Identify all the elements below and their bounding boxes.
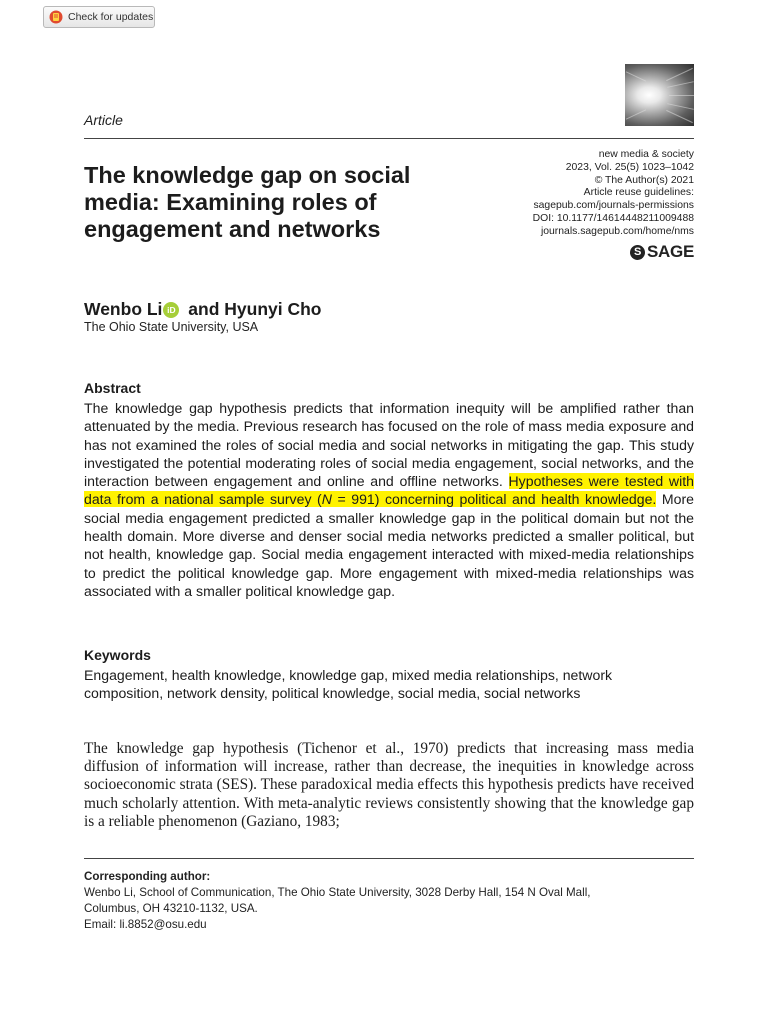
- copyright-notice: © The Author(s) 2021: [594, 174, 694, 186]
- journal-home-link[interactable]: journals.sagepub.com/home/nms: [540, 225, 694, 237]
- footer-divider: [84, 858, 694, 859]
- email-link[interactable]: li.8852@osu.edu: [119, 918, 207, 931]
- highlight-n-symbol: N: [321, 491, 332, 508]
- crossmark-icon: [49, 10, 63, 24]
- abstract-text: [84, 399, 694, 600]
- address-line-1: Wenbo Li, School of Communication, The Ohio State University, 3028 Derby Hall, 154 N Oval Mall,: [84, 886, 591, 899]
- reuse-guidelines-label: Article reuse guidelines:: [583, 187, 694, 199]
- email-label: Email:: [84, 918, 120, 931]
- author-name-first[interactable]: Wenbo Li: [84, 299, 163, 319]
- journal-volume: 2023, Vol. 25(5) 1023–1042: [565, 161, 694, 173]
- keywords-heading: Keywords: [84, 647, 151, 663]
- header-divider: [84, 138, 694, 139]
- check-for-updates-button[interactable]: [43, 6, 155, 28]
- address-line-2: Columbus, OH 43210-1132, USA.: [84, 902, 258, 915]
- publisher-logo: [630, 242, 694, 262]
- check-for-updates-label: Check for updates: [68, 11, 154, 23]
- body-paragraph: The knowledge gap hypothesis (Tichenor et al., 1970) predicts that increasing mass media diffusion of information will increase, rather than decrease, the inequities in knowledge across socioeconomic strata (SES). These paradoxical media effects this hypothesis predicts have received much scholarly attention. With meta-analytic reviews consistently showing that the knowledge gap is a reliable phenomenon (Gaziano, 1983;: [84, 740, 694, 830]
- author-affiliation: The Ohio State University, USA: [84, 320, 259, 334]
- keywords-text: Engagement, health knowledge, knowledge gap, mixed media relationships, network composition, network density, political knowledge, social media, social networks: [84, 667, 613, 702]
- author-line: [84, 299, 321, 320]
- abstract-text-before: The knowledge gap hypothesis predicts that information inequity will be amplified rather than attenuated by the media. Previous research has focused on the role of mass media exposure and has not examined the roles of social media and social networks in mitigating the gap. This study investigated the potential moderating roles of social media engagement, social networks, and the interaction between engagement and online and offline networks.: [84, 400, 694, 490]
- journal-name: new media & society: [598, 149, 694, 160]
- abstract-heading: Abstract: [84, 380, 141, 396]
- highlight-part-a: Hypotheses were tested with data from a national sample survey (: [84, 473, 694, 508]
- author-name-rest: and Hyunyi Cho: [183, 299, 322, 319]
- email-line: [84, 917, 694, 933]
- doi[interactable]: DOI: 10.1177/14614448211009488: [532, 212, 694, 224]
- journal-metadata: [434, 149, 694, 239]
- orcid-icon[interactable]: iD: [163, 302, 179, 318]
- article-title: The knowledge gap on social media: Examining roles of engagement and networks: [84, 162, 411, 242]
- highlight-part-b: = 991) concerning political and health knowledge.: [331, 491, 657, 508]
- abstract-text-after: More social media engagement predicted a smaller knowledge gap in the political domain but not the health domain. More diverse and denser social media networks predicted a smaller political, but not health, knowledge gap. Social media engagement interacted with mixed-media relationships to predict the political knowledge gap. More engagement with mixed-media relationships was associated with a smaller political knowledge gap.: [84, 491, 694, 599]
- publisher-name: SAGE: [647, 242, 694, 261]
- sage-logo-icon: S: [630, 245, 645, 260]
- journal-cover-image: [625, 64, 694, 126]
- article-type-label: Article: [84, 112, 123, 128]
- permissions-link[interactable]: sagepub.com/journals-permissions: [533, 200, 694, 212]
- corresponding-author-footnote: [84, 869, 694, 933]
- corresponding-author-label: Corresponding author:: [84, 870, 211, 883]
